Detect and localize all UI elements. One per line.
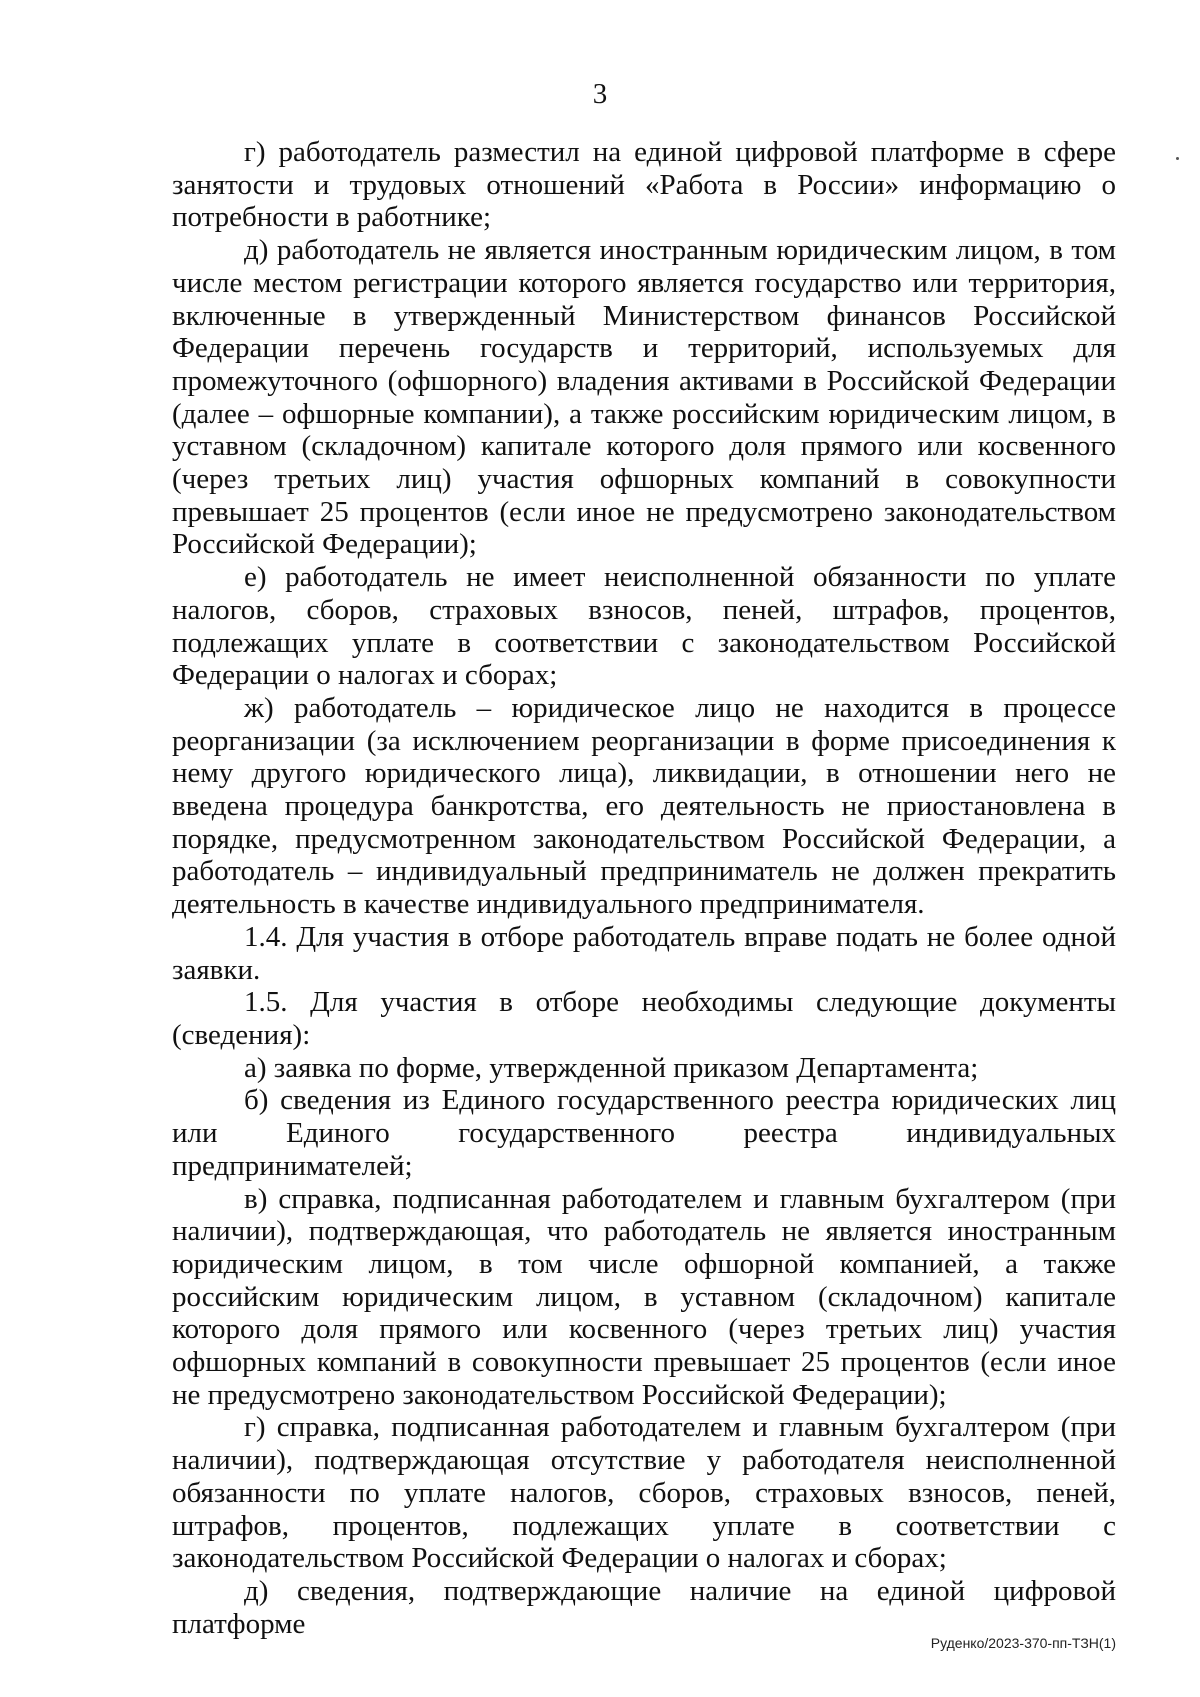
paragraph-v-offshore-certificate: в) справка, подписанная работодателем и главным бухгалтером (при наличии), подтверждающая, что работодатель не является иностранным юридическим лицом, в том числе офшорной компанией, а также российским юридическим лицом, в уставном (складочном) капитале которого доля прямого или косвенного (через третьих лиц) участия офшорных компаний в совокупности превышает 25 процентов (если иное не предусмотрено законодательством Российской Федерации);: [172, 1182, 1116, 1411]
scan-speck: [1176, 157, 1179, 160]
paragraph-b-register-extract: б) сведения из Единого государственного реестра юридических лиц или Единого государственного реестра индивидуальных предпринимателей;: [172, 1084, 1116, 1182]
paragraph-g-tax-certificate: г) справка, подписанная работодателем и главным бухгалтером (при наличии), подтверждающая отсутствие у работодателя неисполненной обязанности по уплате налогов, сборов, страховых взносов, пеней, штрафов, процентов, подлежащих уплате в соответствии с законодательством Российской Федерации о налогах и сборах;: [172, 1411, 1116, 1575]
document-footer-code: Руденко/2023-370-пп-ТЗН(1): [930, 1635, 1116, 1651]
paragraph-g-platform-info: г) работодатель разместил на единой цифровой платформе в сфере занятости и трудовых отношений «Работа в России» информацию о потребности в работнике;: [172, 136, 1116, 234]
paragraph-1-4-single-application: 1.4. Для участия в отборе работодатель вправе подать не более одной заявки.: [172, 920, 1116, 986]
document-body: [172, 136, 1116, 1640]
paragraph-zh-no-reorganization: ж) работодатель – юридическое лицо не находится в процессе реорганизации (за исключением реорганизации в форме присоединения к нему другого юридического лица), ликвидации, в отношении него не введена процедура банкротства, его деятельность не приостановлена в порядке, предусмотренном законодательством Российской Федерации, а работодатель – индивидуальный предприниматель не должен прекратить деятельность в качестве индивидуального предпринимателя.: [172, 691, 1116, 921]
page-number: 3: [592, 78, 608, 110]
paragraph-a-application-form: а) заявка по форме, утвержденной приказом Департамента;: [244, 1051, 979, 1084]
paragraph-1-5-required-documents: 1.5. Для участия в отборе необходимы следующие документы (сведения):: [172, 986, 1116, 1051]
paragraph-e-no-tax-debt: е) работодатель не имеет неисполненной обязанности по уплате налогов, сборов, страховых взносов, пеней, штрафов, процентов, подлежащих уплате в соответствии с законодательством Российской Федерации о налогах и сборах;: [172, 561, 1116, 692]
paragraph-d-not-foreign-entity: д) работодатель не является иностранным юридическим лицом, в том числе местом регистрации которого является государство или территория, включенные в утвержденный Министерством финансов Российской Федерации перечень государств и территорий, используемых для промежуточного (офшорного) владения активами в Российской Федерации (далее – офшорные компании), а также российским юридическим лицом, в уставном (складочном) капитале которого доля прямого или косвенного (через третьих лиц) участия офшорных компаний в совокупности превышает 25 процентов (если иное не предусмотрено законодательством Российской Федерации);: [172, 234, 1116, 561]
paragraph-d-platform-evidence: д) сведения, подтверждающие наличие на единой цифровой платформе: [172, 1574, 1116, 1640]
